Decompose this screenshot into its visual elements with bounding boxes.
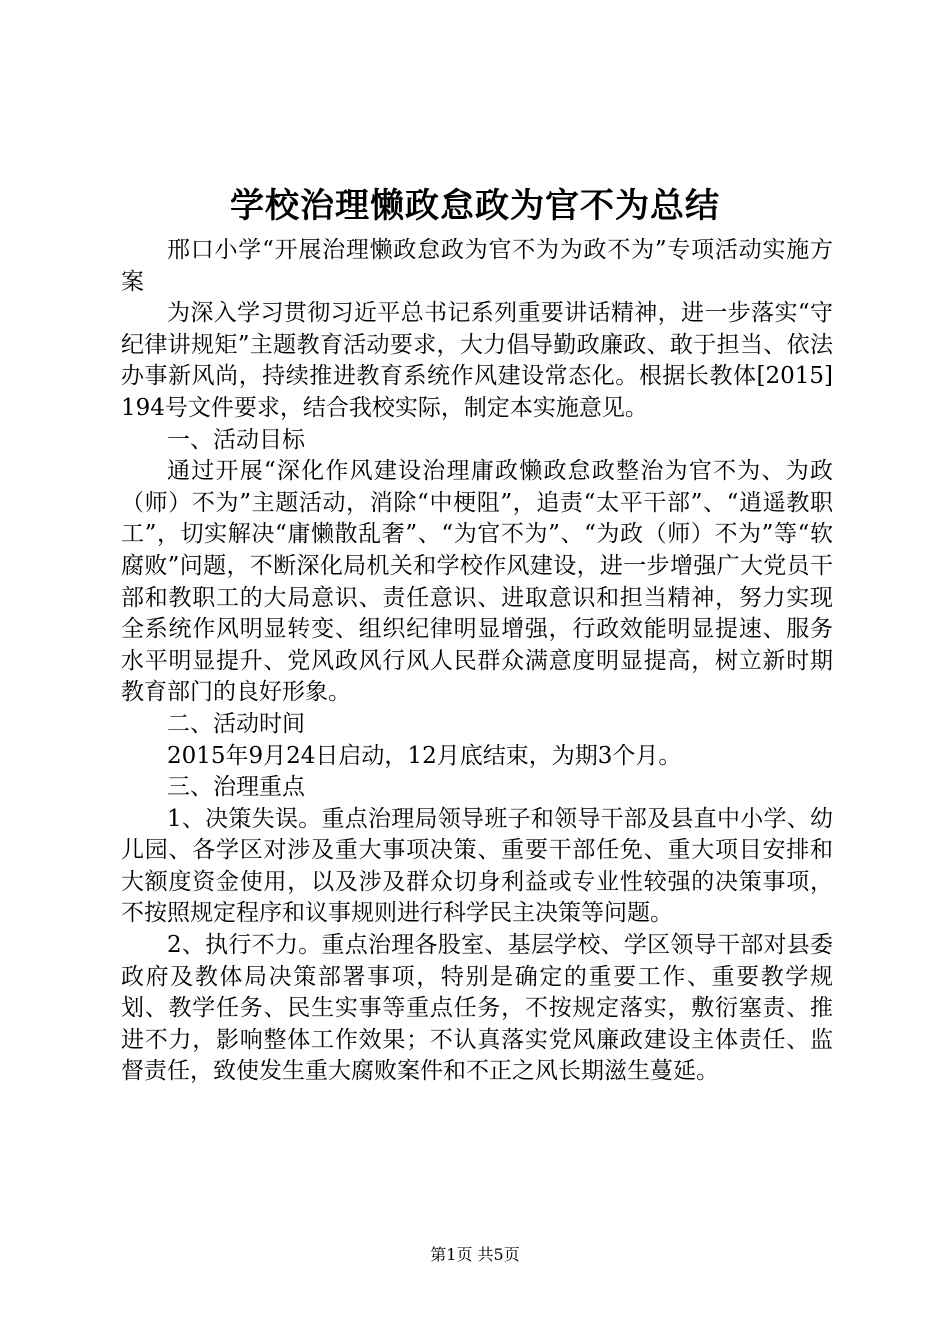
section-heading-goals: 一、活动目标 <box>167 426 305 453</box>
section-heading-focus: 三、治理重点 <box>167 774 305 801</box>
paragraph-focus-decision: 1、决策失误。重点治理局领导班子和领导干部及县直中小学、幼儿园、各学区对涉及重大事项决策、重要干部任免、重大项目安排和大额度资金使用，以及涉及群众切身利益或专业性较强的决策事项，不按照规定程序和议事规则进行科学民主决策等问题。 <box>121 805 833 927</box>
paragraph-time: 2015年9月24日启动，12月底结束，为期3个月。 <box>167 742 682 769</box>
paragraph-focus-execution: 2、执行不力。重点治理各股室、基层学校、学区领导干部对县委政府及教体局决策部署事项，特别是确定的重要工作、重要教学规划、教学任务、民生实事等重点任务，不按规定落实，敷衍塞责、推进不力，影响整体工作效果；不认真落实党风廉政建设主体责任、监督责任，致使发生重大腐败案件和不正之风长期滋生蔓延。 <box>121 932 833 1085</box>
paragraph-plan-heading: 邢口小学“开展治理懒政怠政为官不为为政不为”专项活动实施方案 <box>121 237 833 295</box>
paragraph-introduction: 为深入学习贯彻习近平总书记系列重要讲话精神，进一步落实“守纪律讲规矩”主题教育活动要求，大力倡导勤政廉政、敢于担当、依法办事新风尚，持续推进教育系统作风建设常态化。根据长教体[2015]194号文件要求，结合我校实际，制定本实施意见。 <box>121 300 833 421</box>
document-body <box>121 235 833 1088</box>
paragraph-goals: 通过开展“深化作风建设治理庸政懒政怠政整治为官不为、为政（师）不为”主题活动，消除“中梗阻”，追责“太平干部”、“逍遥教职工”，切实解决“庸懒散乱奢”、“为官不为”、“为政（师）不为”等“软腐败”问题，不断深化局机关和学校作风建设，进一步增强广大党员干部和教职工的大局意识、责任意识、进取意识和担当精神，努力实现全系统作风明显转变、组织纪律明显增强，行政效能明显提速、服务水平明显提升、党风政风行风人民群众满意度明显提高，树立新时期教育部门的良好形象。 <box>121 458 833 706</box>
page-number-footer: 第1页 共5页 <box>430 1245 520 1264</box>
document-title: 学校治理懒政怠政为官不为总结 <box>230 186 720 226</box>
section-heading-time: 二、活动时间 <box>167 710 305 737</box>
